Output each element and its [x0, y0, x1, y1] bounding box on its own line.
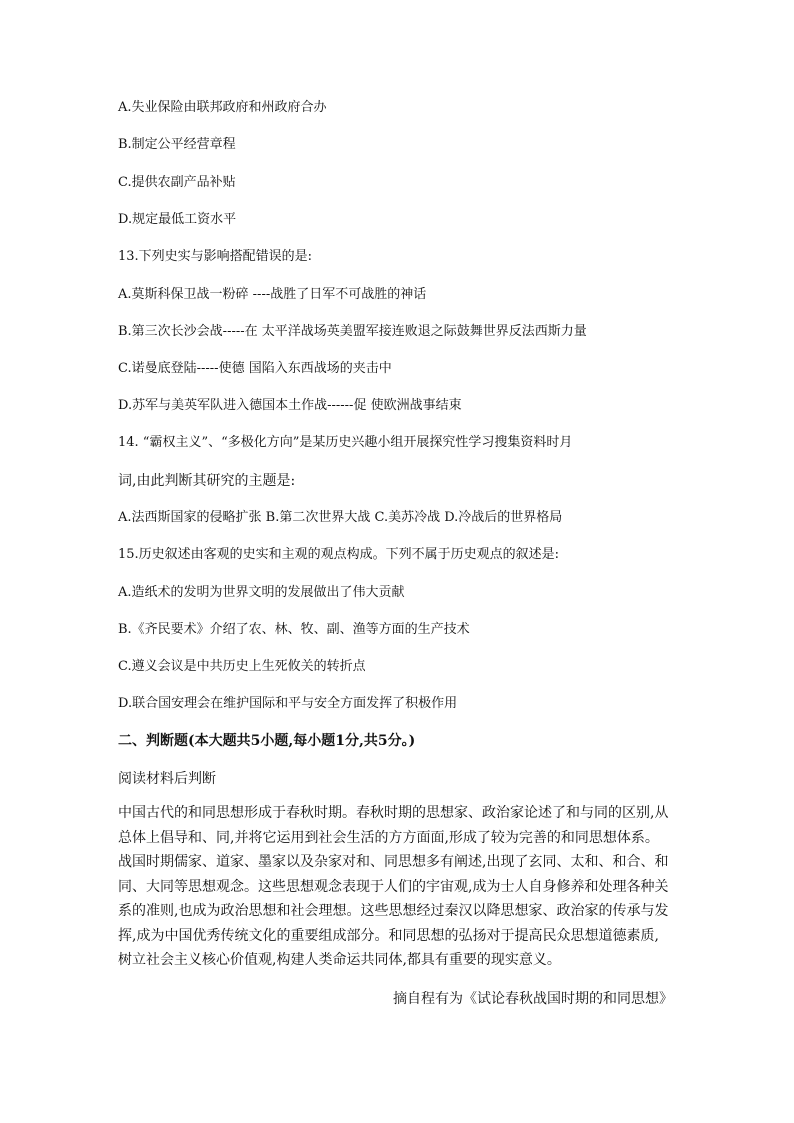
passage-line: 系的准则,也成为政治思想和社会理想。这些思想经过秦汉以降思想家、政治家的传承与发	[118, 903, 669, 919]
passage-line: 战国时期儒家、道家、墨家以及杂家对和、同思想多有阐述,出现了玄同、太和、和合、和	[118, 854, 669, 870]
passage-source: 摘自程有为《试论春秋战国时期的和同思想》	[393, 991, 673, 1007]
passage-line: 总体上倡导和、同,并将它运用到社会生活的方方面面,形成了较为完善的和同思想体系。	[118, 829, 659, 846]
q13-option-b: B.第三次长沙会战-----在 太平洋战场英美盟军接连败退之际鼓舞世界反法西斯力量	[118, 324, 587, 339]
passage-line: 同、大同等思想观念。这些思想观念表现于人们的宇宙观,成为士人自身修养和处理各种关	[118, 878, 669, 895]
q12-option-c: C.提供农副产品补贴	[118, 175, 236, 190]
q12-option-b: B.制定公平经营章程	[118, 137, 236, 152]
q15-option-d: D.联合国安理会在维护国际和平与安全方面发挥了积极作用	[118, 696, 458, 711]
q13-option-c: C.诺曼底登陆-----使德 国陷入东西战场的夹击中	[118, 361, 392, 376]
passage-line: 中国古代的和同思想形成于春秋时期。春秋时期的思想家、政治家论述了和与同的区别,从	[118, 805, 669, 821]
q14-stem-line1: 14. “霸权主义”、“多极化方向”是某历史兴趣小组开展探究性学习搜集资料时月	[118, 435, 573, 450]
q13-stem: 13.下列史实与影响搭配错误的是:	[118, 249, 313, 264]
q13-option-a: A.莫斯科保卫战一粉碎 ----战胜了日军不可战胜的神话	[118, 287, 427, 302]
q14-stem-line2: 词,由此判断其研究的主题是:	[118, 473, 296, 489]
q13-option-d: D.苏军与美英军队进入德国本土作战------促 使欧洲战事结束	[118, 398, 462, 413]
passage-line: 树立社会主义核心价值观,构建人类命运共同体,都具有重要的现实意义。	[118, 952, 561, 968]
reading-passage	[118, 801, 678, 973]
section-title: 二、判断题(本大题共5小题,每小题1分,共5分。)	[118, 733, 416, 749]
passage-line: 挥,成为中国优秀传统文化的重要组成部分。和同思想的弘扬对于提高民众思想道德素质,	[118, 927, 659, 944]
q15-option-c: C.遵义会议是中共历史上生死攸关的转折点	[118, 659, 366, 674]
q14-options: A.法西斯国家的侵略扩张 B.第二次世界大战 C.美苏冷战 D.冷战后的世界格局	[118, 510, 563, 525]
q15-option-a: A.造纸术的发明为世界文明的发展做出了伟大贡献	[118, 585, 405, 600]
q12-option-d: D.规定最低工资水平	[118, 212, 237, 227]
section-instruction: 阅读材料后判断	[118, 771, 216, 787]
q15-stem: 15.历史叙述由客观的史实和主观的观点构成。下列不属于历史观点的叙述是:	[118, 547, 560, 562]
q12-option-a: A.失业保险由联邦政府和州政府合办	[118, 100, 327, 115]
q15-option-b: B.《齐民要术》介绍了农、林、牧、副、渔等方面的生产技术	[118, 622, 470, 637]
